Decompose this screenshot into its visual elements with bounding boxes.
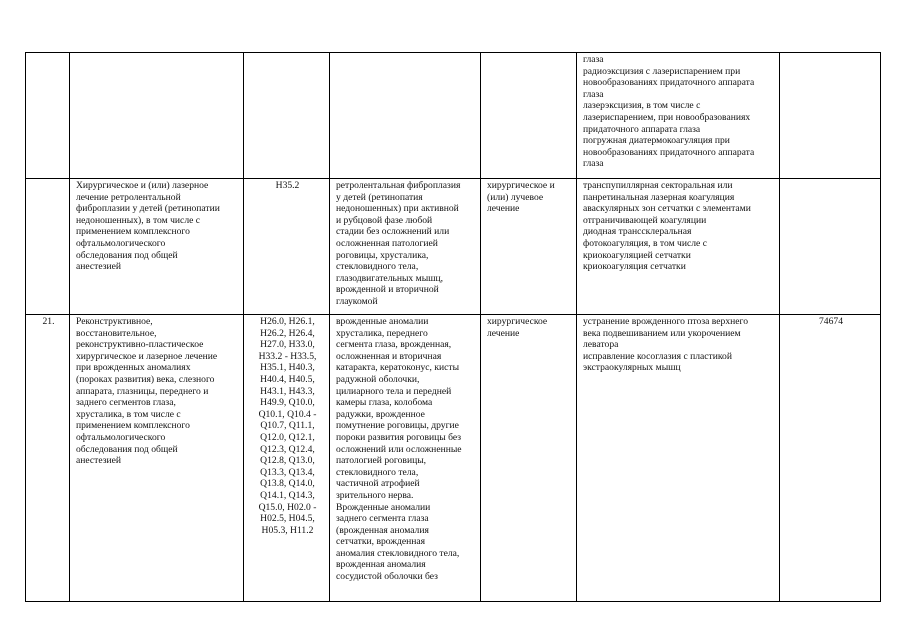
cell-text-line: врожденной и вторичной — [336, 284, 439, 296]
cell-text-line: недоношенных), в том числе с — [76, 214, 201, 226]
cell-text-line: (врожденная аномалия — [336, 524, 429, 536]
cell-patient-model — [330, 53, 481, 179]
cell-text-line: и рубцовой фазе любой — [336, 214, 433, 226]
table-row-21 — [26, 315, 881, 602]
cell-text-line: обследования под общей — [76, 249, 178, 261]
cell-text-line: у детей (ретинопатия — [336, 191, 423, 203]
cell-text-line: Q12.0, Q12.1, — [260, 431, 315, 443]
cell-text-line: H02.5, H04.5, — [260, 513, 315, 525]
cell-text-line: радиоэксцизия с лазериспарением при — [583, 65, 741, 77]
cell-text-line: камеры глаза, колобома — [336, 397, 433, 409]
cell-patient-model — [330, 315, 481, 602]
cell-text-line: глазодвигательных мышц, — [336, 272, 444, 284]
cell-patient-model — [330, 179, 481, 315]
cell-text-line: хирургическое и лазерное лечение — [76, 350, 218, 362]
cell-treatment-method — [577, 315, 780, 602]
cell-text-line: Q13.3, Q13.4, — [260, 466, 315, 478]
cell-text-line: лечение — [487, 327, 520, 339]
cell-text-line: века подвешиванием или укорочением — [583, 327, 741, 339]
cell-text-line: (пороках развития) века, слезного — [76, 373, 215, 385]
cell-text-line: анестезией — [76, 455, 122, 467]
cell-text-line: 21. — [42, 316, 55, 327]
cell-text-line: леватора — [583, 339, 619, 351]
cell-text-line: H26.0, H26.1, — [260, 316, 315, 327]
cell-text-line: Q12.8, Q13.0, — [260, 455, 315, 467]
cell-text-line: цилиарного тела и передней — [336, 385, 452, 397]
cell-cost — [780, 315, 881, 602]
cell-icd-codes — [244, 179, 330, 315]
cell-text-line: H49.9, Q10.0, — [260, 397, 315, 409]
cell-cost — [780, 179, 881, 315]
cell-text-line: пороки развития роговицы без — [336, 431, 462, 443]
cell-text-line: стекловидного тела, — [336, 261, 419, 273]
cell-text-line: погружная диатермокоагуляция при — [583, 135, 730, 147]
cell-text-line: офтальмологического — [76, 431, 166, 443]
cell-text-line: хирургическое и — [487, 180, 555, 191]
cell-text-line: глаза — [583, 88, 604, 100]
cell-text-line: офтальмологического — [76, 237, 166, 249]
cell-text-line: аномалия стекловидного тела, — [336, 547, 460, 559]
cell-text-line: заднего сегмента глаза — [336, 513, 429, 525]
cell-text-line: глаукомой — [336, 295, 378, 307]
cell-text-line: H33.2 - H33.5, — [258, 350, 317, 362]
cell-text-line: H35.1, H40.3, — [260, 362, 315, 374]
cell-text-line: придаточного аппарата глаза — [583, 123, 701, 135]
cell-text-line: H35.2 — [275, 180, 300, 191]
cell-text-line: осложненная и вторичная — [336, 350, 442, 362]
cell-treatment-type — [481, 179, 577, 315]
cell-text-line: хрусталика, в том числе с — [76, 408, 181, 420]
cell-text-line: недоношенных) при активной — [336, 203, 459, 215]
cell-text-line: Q10.7, Q11.1, — [260, 420, 315, 432]
cell-text-line: применением комплексного — [76, 420, 190, 432]
cell-text-line: лазериспарением, при новообразованиях — [583, 111, 751, 123]
cell-text-line: транспупиллярная секторальная или — [583, 180, 733, 191]
cell-text-line: радужной оболочки, — [336, 373, 420, 385]
cell-text-line: хрусталика, переднего — [336, 327, 428, 339]
cell-text-line: H43.1, H43.3, — [260, 385, 315, 397]
cell-text-line: H27.0, H33.0, — [260, 339, 315, 351]
cell-text-line: стадии без осложнений или — [336, 226, 450, 238]
cell-text-line: отграничивающей коагуляции — [583, 214, 707, 226]
cell-treatment-method — [577, 53, 780, 179]
cell-text-line: применением комплексного — [76, 226, 190, 238]
cell-text-line: Реконструктивное, — [76, 316, 153, 327]
cell-text-line: Q13.8, Q14.0, — [260, 478, 315, 490]
table-row-continuation — [26, 53, 881, 179]
cell-text-line: стекловидного тела, — [336, 466, 419, 478]
cell-text-line: Q12.3, Q12.4, — [260, 443, 315, 455]
cell-text-line: аваскулярных зон сетчатки с элементами — [583, 203, 751, 215]
cell-text-line: Врожденные аномалии — [336, 501, 431, 513]
cell-text-line: реконструктивно-пластическое — [76, 339, 204, 351]
cell-text-line: Q14.1, Q14.3, — [260, 489, 315, 501]
cell-text-line: экстраокулярных мышц — [583, 362, 681, 374]
cell-text-line: лечение ретролентальной — [76, 191, 181, 203]
cell-text-line: частичной атрофией — [336, 478, 420, 490]
cell-text-line: сетчатки, врожденная — [336, 536, 426, 548]
cell-text-line: Хирургическое и (или) лазерное — [76, 180, 209, 191]
cell-text-line: Q15.0, H02.0 - — [258, 501, 317, 513]
cell-text-line: катаракта, кератоконус, кисты — [336, 362, 460, 374]
cell-text-line: анестезией — [76, 261, 122, 273]
cell-care-type — [70, 315, 244, 602]
cell-text-line: устранение врожденного птоза верхнего — [583, 316, 748, 327]
cell-number — [26, 179, 70, 315]
cell-text-line: лечение — [487, 203, 520, 215]
cell-text-line: исправление косоглазия с пластикой — [583, 350, 732, 362]
cell-text-line: фотокоагуляция, в том числе с — [583, 237, 707, 249]
cell-text-line: 74674 — [819, 316, 843, 327]
cell-text-line: фиброплазии у детей (ретинопатии — [76, 203, 220, 215]
cell-text-line: аппарата, глазницы, переднего и — [76, 385, 209, 397]
cell-treatment-type — [481, 53, 577, 179]
cell-text-line: H26.2, H26.4, — [260, 327, 315, 339]
cell-text-line: криокоагуляция сетчатки — [583, 261, 686, 273]
cell-text-line: (или) лучевое — [487, 191, 544, 203]
cell-text-line: радужки, врожденное — [336, 408, 425, 420]
cell-cost — [780, 53, 881, 179]
cell-text-line: Q10.1, Q10.4 - — [258, 408, 317, 420]
cell-text-line: восстановительное, — [76, 327, 157, 339]
cell-text-line: осложнений или осложненные — [336, 443, 462, 455]
cell-text-line: помутнение роговицы, другие — [336, 420, 459, 432]
cell-icd-codes — [244, 53, 330, 179]
cell-treatment-method — [577, 179, 780, 315]
table-row-retinopathy — [26, 179, 881, 315]
cell-text-line: диодная транссклеральная — [583, 226, 692, 238]
cell-care-type — [70, 53, 244, 179]
cell-number — [26, 315, 70, 602]
cell-text-line: H05.3, H11.2 — [261, 524, 314, 536]
cell-treatment-type — [481, 315, 577, 602]
cell-text-line: лазерэксцизия, в том числе с — [583, 100, 701, 112]
cell-text-line: врожденная аномалия — [336, 559, 426, 571]
cell-text-line: ретролентальная фиброплазия — [336, 180, 461, 191]
cell-text-line: при врожденных аномалиях — [76, 362, 191, 374]
cell-text-line: сосудистой оболочки без — [336, 571, 438, 583]
cell-care-type — [70, 179, 244, 315]
cell-icd-codes — [244, 315, 330, 602]
cell-text-line: патологией роговицы, — [336, 455, 427, 467]
cell-number — [26, 53, 70, 179]
cell-text-line: сегмента глаза, врожденная, — [336, 339, 452, 351]
cell-text-line: панретинальная лазерная коагуляция — [583, 191, 735, 203]
cell-text-line: новообразованиях придаточного аппарата — [583, 146, 755, 158]
cell-text-line: криокоагуляцией сетчатки — [583, 249, 691, 261]
cell-text-line: новообразованиях придаточного аппарата — [583, 77, 755, 89]
cell-text-line: H40.4, H40.5, — [260, 373, 315, 385]
cell-text-line: обследования под общей — [76, 443, 178, 455]
medical-care-table — [25, 52, 881, 602]
cell-text-line: глаза — [583, 54, 604, 65]
cell-text-line: осложненная патологией — [336, 237, 438, 249]
cell-text-line: хирургическое — [487, 316, 548, 327]
cell-text-line: роговицы, хрусталика, — [336, 249, 429, 261]
cell-text-line: глаза — [583, 158, 604, 170]
cell-text-line: врожденные аномалии — [336, 316, 429, 327]
cell-text-line: зрительного нерва. — [336, 489, 414, 501]
cell-text-line: заднего сегментов глаза, — [76, 397, 176, 409]
